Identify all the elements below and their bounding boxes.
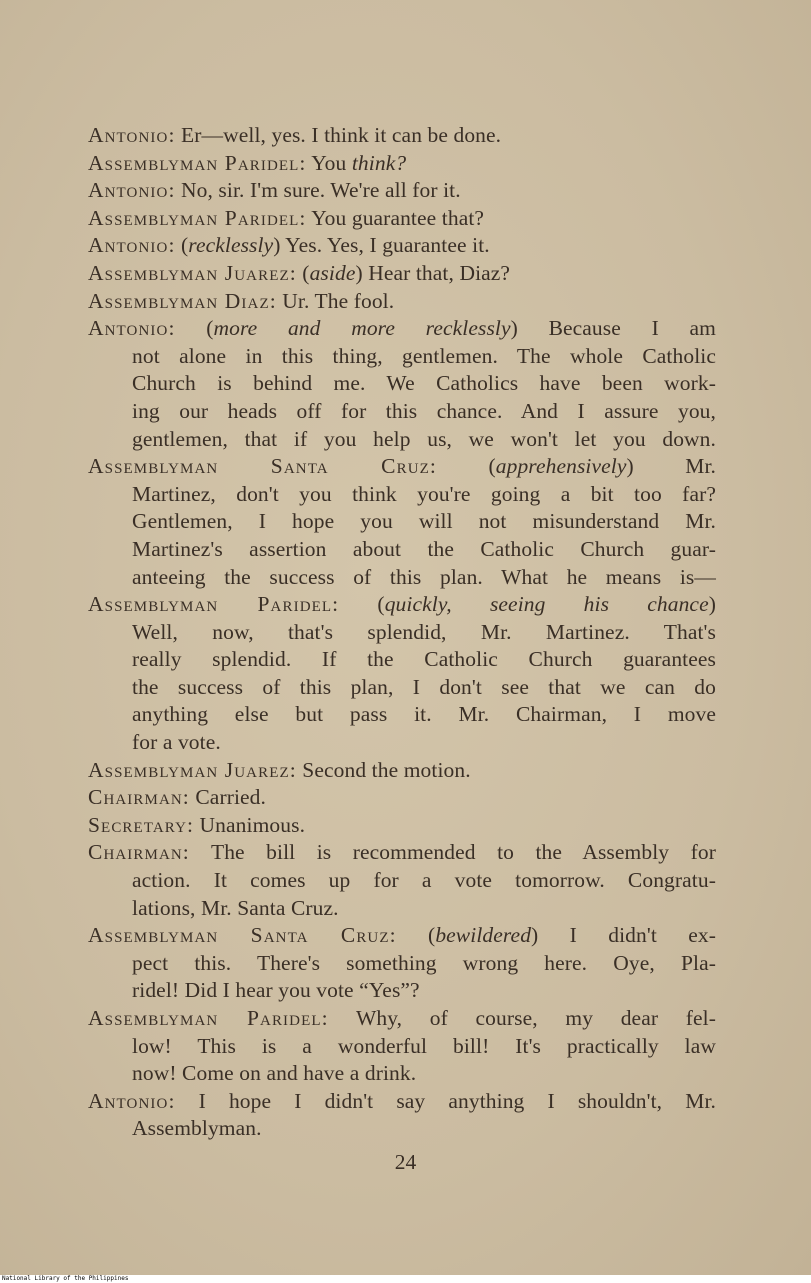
line-text: ing our heads off for this chance. And I assure you, [132, 398, 716, 423]
speech-continuation-line [88, 536, 716, 564]
line-text: the success of this plan, I don't see that we can do [132, 674, 716, 699]
line-text: Er—well, yes. I think it can be done. [175, 123, 502, 147]
line-text: ( [396, 923, 436, 948]
line-text: Second the motion. [296, 757, 471, 782]
speaker-name: Secretary: [88, 812, 195, 837]
stage-direction: more and more recklessly [213, 316, 511, 341]
speech-continuation-line [88, 1115, 716, 1143]
speaker-name: Assemblyman Juarez: [88, 757, 297, 782]
speech-line [88, 1088, 716, 1116]
line-text: Assemblyman. [132, 1116, 262, 1141]
speech-continuation-line [88, 398, 716, 426]
line-text: Unanimous. [194, 812, 306, 837]
speech-line [88, 205, 716, 233]
speech-line [88, 315, 716, 343]
library-credit: National Library of the Philippines [0, 1275, 811, 1283]
speaker-name: Assemblyman Paridel: [88, 150, 307, 175]
line-text: ( [175, 316, 214, 341]
speaker-name: Antonio: [88, 123, 176, 147]
line-text: anteeing the success of this plan. What he means is— [132, 564, 716, 589]
speech-line [88, 812, 716, 840]
line-text: ( [296, 260, 310, 285]
speech-continuation-line [88, 701, 716, 729]
line-text: Why, of course, my dear fel- [328, 1006, 716, 1030]
line-text: low! This is a wonderful bill! It's practically law [132, 1033, 716, 1058]
speaker-name: Assemblyman Juarez: [88, 260, 297, 285]
speech-line [88, 839, 716, 867]
line-text: Martinez, don't you think you're going a bit too far? [132, 481, 716, 506]
speech-line [88, 288, 716, 316]
speech-continuation-line [88, 619, 716, 647]
speech-line [88, 177, 716, 205]
speech-line [88, 757, 716, 785]
speech-line [88, 150, 716, 178]
speaker-name: Assemblyman Santa Cruz: [88, 923, 397, 948]
speaker-name: Antonio: [88, 316, 176, 341]
line-text: pect this. There's something wrong here. Oye, Pla- [132, 950, 716, 975]
speech-line [88, 922, 716, 950]
line-text: ( [175, 233, 189, 258]
line-text: lations, Mr. Santa Cruz. [132, 895, 339, 920]
stage-direction: aside [309, 260, 356, 285]
speech-continuation-line [88, 370, 716, 398]
line-text: ) Mr. [626, 454, 716, 479]
page-number: 24 [394, 1150, 417, 1174]
speech-continuation-line [88, 343, 716, 371]
speaker-name: Chairman: [88, 785, 190, 810]
line-text: ) Yes. Yes, I guarantee it. [273, 233, 490, 258]
speech-line [88, 591, 716, 619]
line-text: Church is behind me. We Catholics have been work- [132, 371, 716, 396]
line-text: ( [437, 454, 496, 479]
speech-continuation-line [88, 1033, 716, 1061]
speech-continuation-line [88, 508, 716, 536]
speech-continuation-line [88, 729, 716, 757]
speech-continuation-line [88, 481, 716, 509]
line-text: ) Because I am [510, 316, 716, 341]
speech-line [88, 784, 716, 812]
line-text: action. It comes up for a vote tomorrow. Congratu- [132, 868, 716, 893]
line-text: No, sir. I'm sure. We're all for it. [175, 178, 461, 203]
speech-continuation-line [88, 564, 716, 592]
speech-line [88, 232, 716, 260]
speech-continuation-line [88, 867, 716, 895]
stage-direction: recklessly [188, 233, 274, 258]
speech-line [88, 260, 716, 288]
line-text: Martinez's assertion about the Catholic Church guar- [132, 536, 716, 561]
speaker-name: Assemblyman Paridel: [88, 205, 307, 230]
speaker-name: Chairman: [88, 840, 190, 865]
line-text: ) [708, 592, 716, 617]
speaker-name: Assemblyman Paridel: [88, 592, 340, 617]
line-text: ( [339, 592, 385, 617]
stage-direction: quickly, seeing his chance [384, 592, 709, 617]
speech-continuation-line [88, 1060, 716, 1088]
line-text: ridel! Did I hear you vote “Yes”? [132, 978, 420, 1003]
line-text: not alone in this thing, gentlemen. The whole Catholic [132, 343, 716, 368]
speaker-name: Assemblyman Paridel: [88, 1006, 329, 1030]
speech-continuation-line [88, 895, 716, 923]
play-dialogue [88, 122, 716, 1143]
line-text: ) Hear that, Diaz? [355, 260, 511, 285]
speaker-name: Assemblyman Santa Cruz: [88, 454, 437, 479]
speech-continuation-line [88, 426, 716, 454]
speech-continuation-line [88, 950, 716, 978]
speech-line [88, 1005, 716, 1033]
line-text: Ur. The fool. [276, 288, 395, 313]
line-text: now! Come on and have a drink. [132, 1061, 417, 1086]
line-text: You guarantee that? [306, 205, 485, 230]
line-text: for a vote. [132, 730, 221, 755]
speaker-name: Antonio: [88, 178, 176, 203]
line-text: I hope I didn't say anything I shouldn't, Mr. [175, 1088, 716, 1113]
speech-line [88, 122, 716, 150]
speech-line [88, 453, 716, 481]
stage-direction: think? [351, 150, 407, 175]
speaker-name: Antonio: [88, 233, 176, 258]
line-text: Carried. [189, 785, 267, 810]
speech-continuation-line [88, 977, 716, 1005]
line-text: really splendid. If the Catholic Church guarantees [132, 647, 716, 672]
line-text: gentlemen, that if you help us, we won't let you down. [132, 426, 716, 451]
speech-continuation-line [88, 646, 716, 674]
speech-continuation-line [88, 674, 716, 702]
stage-direction: apprehensively [495, 454, 627, 479]
line-text: You [306, 150, 352, 175]
speaker-name: Assemblyman Diaz: [88, 288, 277, 313]
stage-direction: bewildered [435, 923, 532, 948]
line-text: anything else but pass it. Mr. Chairman, I move [132, 702, 716, 727]
line-text: The bill is recommended to the Assembly for [189, 840, 716, 865]
line-text: ) I didn't ex- [531, 923, 716, 948]
speaker-name: Antonio: [88, 1088, 176, 1113]
line-text: Gentlemen, I hope you will not misunderstand Mr. [132, 509, 716, 534]
line-text: Well, now, that's splendid, Mr. Martinez. That's [132, 619, 716, 644]
